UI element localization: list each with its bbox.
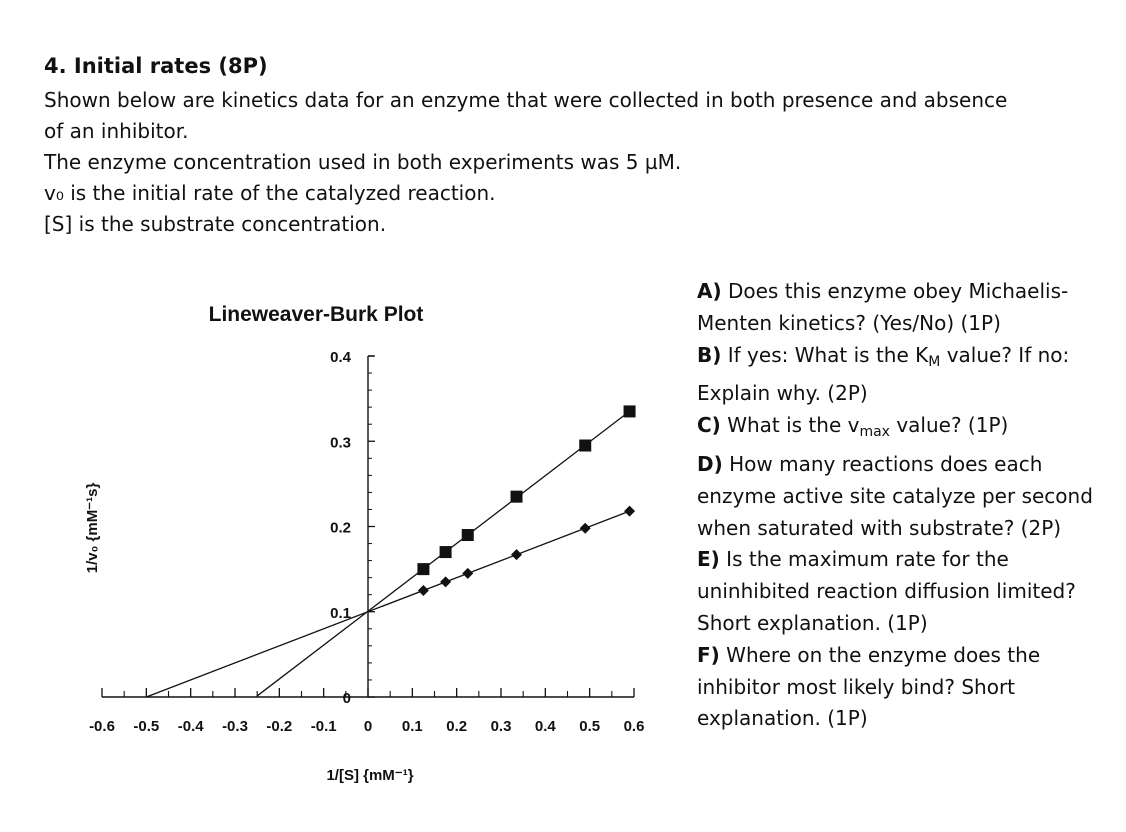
y-tick-label: 0.4 — [330, 349, 351, 366]
series-2-diamond-marker — [511, 549, 522, 560]
series-1-square-marker — [624, 405, 636, 417]
question-letter: E) — [697, 547, 720, 572]
intro-line-5: [S] is the substrate concentration. — [44, 212, 387, 236]
series-2-diamond-marker — [418, 585, 429, 596]
y-tick-label: 0 — [342, 690, 351, 707]
question-d — [697, 449, 1097, 544]
chart-title: Lineweaver-Burk Plot — [208, 303, 424, 326]
problem-title: 4. Initial rates (8P) — [44, 54, 268, 78]
series-1-square-marker — [579, 440, 591, 452]
x-tick-label: -0.6 — [89, 718, 115, 735]
series-1-square-marker — [511, 491, 523, 503]
intro-line-2: of an inhibitor. — [44, 119, 189, 143]
series-2-diamond-marker — [580, 523, 591, 534]
intro-line-3: The enzyme concentration used in both experiments was 5 µM. — [44, 150, 682, 174]
x-tick-label: -0.5 — [133, 718, 160, 735]
series-2-fit-line — [146, 511, 629, 697]
x-tick-label: -0.4 — [177, 718, 204, 735]
question-c — [697, 410, 1097, 449]
question-text-start: If yes: What is the K — [727, 342, 929, 367]
y-axis-label: 1/v₀ {mM⁻¹s} — [84, 482, 101, 574]
x-tick-label: 0.4 — [534, 718, 556, 735]
question-text: Where on the enzyme does the inhibitor most likely bind? Short explanation. (1P) — [697, 642, 1041, 731]
y-tick-label: 0.1 — [330, 604, 351, 622]
question-b — [697, 340, 1097, 411]
vmax-subscript: max — [859, 424, 890, 441]
question-letter: F) — [697, 642, 720, 667]
x-tick-label: 0.1 — [401, 718, 423, 735]
x-tick-label: -0.3 — [222, 718, 248, 735]
question-text-start: What is the v — [727, 413, 860, 438]
question-letter: A) — [697, 279, 722, 303]
x-tick-label: 0.3 — [490, 718, 512, 735]
series-2-diamond-marker — [462, 568, 473, 579]
series-1-square-marker — [417, 563, 429, 575]
question-a — [697, 276, 1097, 340]
intro-line-4: v₀ is the initial rate of the catalyzed reaction. — [44, 181, 496, 205]
km-subscript: M — [928, 353, 941, 370]
y-tick-label: 0.2 — [330, 519, 351, 537]
question-letter: B) — [697, 342, 722, 367]
x-tick-label: 0.6 — [623, 718, 645, 735]
series-1-square-marker — [462, 529, 474, 541]
x-axis-label: 1/[S] {mM⁻¹} — [326, 767, 414, 784]
question-text: How many reactions does each enzyme active site catalyze per second when saturated with substrate? (2P) — [697, 451, 1093, 540]
series-2-diamond-marker — [624, 506, 635, 517]
x-tick-label: -0.2 — [266, 718, 293, 735]
question-f — [697, 640, 1097, 735]
question-list — [697, 276, 1097, 735]
question-e — [697, 544, 1097, 639]
x-tick-label: 0.5 — [579, 718, 601, 735]
question-letter: C) — [697, 413, 721, 438]
question-text-end: value? (1P) — [889, 413, 1009, 438]
intro-line-1: Shown below are kinetics data for an enzyme that were collected in both presence and absence — [44, 88, 1008, 112]
question-text: Does this enzyme obey Michaelis-Menten kinetics? (Yes/No) (1P) — [697, 279, 1069, 335]
question-letter: D) — [697, 451, 723, 476]
y-tick-label: 0.3 — [330, 434, 351, 452]
series-1-square-marker — [440, 546, 452, 558]
series-2-diamond-marker — [440, 576, 451, 587]
question-text-end: value? If no: Explain why. (2P) — [697, 342, 1070, 406]
x-tick-label: 0 — [363, 718, 373, 735]
x-tick-label: -0.1 — [310, 718, 337, 735]
question-text: Is the maximum rate for the uninhibited reaction diffusion limited? Short explanation. (1P) — [697, 547, 1076, 635]
x-tick-label: 0.2 — [446, 718, 468, 735]
